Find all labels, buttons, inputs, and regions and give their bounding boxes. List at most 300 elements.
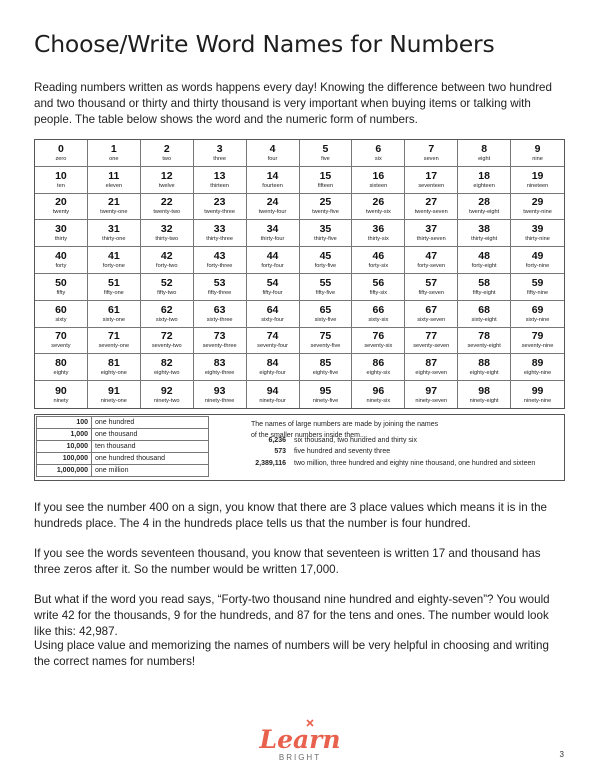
example-number: 6,236 — [268, 437, 286, 444]
cell-number: 58 — [478, 276, 490, 289]
number-cell — [511, 328, 564, 355]
page-title: Choose/Write Word Names for Numbers — [34, 30, 495, 58]
cell-number: 45 — [319, 250, 332, 263]
place-value-number: 1,000 — [37, 429, 92, 441]
number-cell — [194, 301, 247, 328]
cell-number: 27 — [425, 196, 438, 209]
number-cell — [88, 328, 141, 355]
cell-word: seventy-seven — [413, 343, 450, 350]
cell-number: 79 — [531, 330, 544, 343]
number-cell — [35, 274, 88, 301]
cell-word: thirty-five — [314, 236, 337, 243]
cell-word: sixty-six — [368, 316, 389, 323]
number-cell — [458, 354, 511, 381]
number-cell — [352, 274, 405, 301]
cell-word: sixty-one — [102, 316, 126, 323]
cell-number: 4 — [269, 142, 276, 155]
cell-number: 57 — [425, 276, 438, 289]
cell-word: seventy-five — [310, 343, 341, 350]
cell-word: eleven — [105, 182, 123, 189]
learn-bright-logo — [250, 716, 350, 764]
number-cell — [194, 328, 247, 355]
number-cell — [35, 194, 88, 221]
number-cell — [511, 354, 564, 381]
number-cell — [511, 167, 564, 194]
cell-word: thirty-one — [102, 236, 126, 243]
number-cell — [300, 301, 353, 328]
number-cell — [458, 220, 511, 247]
cell-word: ninety — [53, 397, 69, 404]
cell-number: 17 — [425, 169, 438, 182]
cell-word: twenty-eight — [469, 209, 500, 216]
page-number: 3 — [559, 750, 564, 759]
cell-number: 77 — [425, 330, 438, 343]
cell-word: seventeen — [418, 182, 445, 189]
place-value-word: ten thousand — [92, 441, 209, 453]
cell-word: thirteen — [210, 182, 229, 189]
cell-number: 9 — [534, 142, 541, 155]
cell-number: 85 — [319, 357, 332, 370]
cell-number: 53 — [213, 276, 226, 289]
paragraph-conclusion: Using place value and memorizing the names of numbers will be very helpful in choosing and writing the correct names for numbers! — [34, 639, 549, 668]
cell-word: sixteen — [369, 182, 388, 189]
cell-word: forty-seven — [417, 263, 446, 270]
number-cell — [300, 328, 353, 355]
number-cell — [194, 140, 247, 167]
number-cell — [405, 301, 458, 328]
cell-word: sixty — [55, 316, 67, 323]
cell-word: seventy-four — [257, 343, 288, 350]
cell-word: twelve — [158, 182, 175, 189]
cell-word: two — [162, 155, 172, 162]
cell-number: 43 — [213, 250, 226, 263]
number-cell — [35, 328, 88, 355]
number-cell — [352, 328, 405, 355]
cell-number: 96 — [372, 384, 385, 397]
cell-word: sixty-eight — [471, 316, 497, 323]
cell-number: 26 — [372, 196, 385, 209]
place-value-section — [34, 414, 565, 481]
cell-word: twenty-two — [153, 209, 181, 216]
cell-word: twenty — [52, 209, 70, 216]
cell-number: 62 — [160, 303, 173, 316]
cell-word: twenty-nine — [523, 209, 552, 216]
place-value-table — [36, 416, 209, 477]
cell-word: seventy-two — [151, 343, 182, 350]
cell-number: 35 — [319, 223, 332, 236]
cell-number: 6 — [375, 142, 382, 155]
cell-number: 99 — [531, 384, 544, 397]
number-cell — [300, 167, 353, 194]
cell-number: 68 — [478, 303, 490, 316]
cell-number: 95 — [319, 384, 332, 397]
cell-word: fifty-eight — [472, 289, 496, 296]
number-cell — [511, 220, 564, 247]
number-cell — [247, 194, 300, 221]
cell-word: twenty-five — [312, 209, 339, 216]
paragraph-forty-two-thousand: But what if the word you read says, “Forty-two thousand nine hundred and eighty-seven”? You would write 42 for the thousands, 9 for the hundreds, and 87 for the tens and ones. The number would look like this: 42,987. — [34, 593, 550, 638]
number-cell — [141, 354, 194, 381]
paragraph-hundreds: If you see the number 400 on a sign, you know that there are 3 place values which means it is in the hundreds place. The 4 in the hundreds place tells us that the number is four hundred. — [34, 501, 548, 530]
number-cell — [458, 140, 511, 167]
number-cell — [141, 247, 194, 274]
number-cell — [405, 247, 458, 274]
cell-number: 7 — [428, 142, 435, 155]
cell-word: ninety-five — [312, 397, 339, 404]
cell-word: forty-five — [314, 263, 337, 270]
cell-word: twenty-one — [100, 209, 128, 216]
number-cell — [194, 381, 247, 408]
cell-number: 50 — [55, 276, 67, 289]
cell-number: 20 — [55, 196, 67, 209]
cell-word: thirty-three — [206, 236, 233, 243]
number-cell — [194, 247, 247, 274]
number-cell — [352, 140, 405, 167]
cell-word: eighty-four — [259, 370, 286, 377]
cell-word: fifty-one — [103, 289, 124, 296]
place-value-number: 10,000 — [37, 441, 92, 453]
number-cell — [35, 247, 88, 274]
cell-word: fifty-five — [315, 289, 336, 296]
number-cell — [141, 328, 194, 355]
cell-number: 47 — [425, 250, 438, 263]
cell-number: 54 — [266, 276, 279, 289]
cell-number: 86 — [372, 357, 385, 370]
number-cell — [141, 274, 194, 301]
number-cell — [194, 220, 247, 247]
cell-word: eighty-seven — [415, 370, 448, 377]
cell-word: forty-one — [102, 263, 125, 270]
cell-number: 93 — [213, 384, 226, 397]
number-cell — [511, 247, 564, 274]
logo-subword: BRIGHT — [278, 753, 322, 762]
cell-number: 91 — [108, 384, 120, 397]
cell-number: 37 — [425, 223, 438, 236]
cell-word: forty-eight — [471, 263, 497, 270]
cell-number: 73 — [213, 330, 226, 343]
number-cell — [300, 381, 353, 408]
cell-number: 98 — [478, 384, 490, 397]
number-cell — [194, 167, 247, 194]
example-row — [247, 435, 417, 446]
cell-word: thirty-two — [155, 236, 179, 243]
paragraph-seventeen-thousand: If you see the words seventeen thousand, you know that seventeen is written 17 and thousand has three zeros after it. So the number would be written 17,000. — [34, 547, 541, 576]
number-cell — [141, 381, 194, 408]
cell-number: 92 — [160, 384, 173, 397]
cell-number: 42 — [160, 250, 173, 263]
cell-word: seven — [423, 155, 439, 162]
cell-number: 49 — [531, 250, 544, 263]
cell-word: twenty-four — [258, 209, 287, 216]
cell-number: 67 — [425, 303, 438, 316]
cell-word: nine — [532, 155, 543, 162]
example-row — [247, 458, 535, 469]
cell-word: eighty-six — [366, 370, 391, 377]
cell-word: fifty-six — [369, 289, 388, 296]
number-cell — [35, 167, 88, 194]
cell-number: 94 — [266, 384, 279, 397]
cell-number: 52 — [160, 276, 173, 289]
cell-number: 39 — [531, 223, 544, 236]
cell-number: 36 — [372, 223, 385, 236]
cell-number: 16 — [372, 169, 385, 182]
number-cell — [352, 301, 405, 328]
cell-word: sixty-three — [206, 316, 233, 323]
number-cell — [458, 247, 511, 274]
number-cell — [300, 220, 353, 247]
cell-word: forty-nine — [525, 263, 550, 270]
cell-number: 1 — [110, 142, 117, 155]
number-cell — [405, 167, 458, 194]
cell-number: 29 — [531, 196, 544, 209]
cell-word: zero — [55, 155, 67, 162]
cell-number: 34 — [266, 223, 279, 236]
number-cell — [88, 167, 141, 194]
number-cell — [300, 354, 353, 381]
cell-word: thirty — [54, 236, 67, 243]
number-cell — [352, 381, 405, 408]
number-cell — [300, 274, 353, 301]
cell-word: thirty-eight — [471, 236, 498, 243]
example-words: two million, three hundred and eighty nine thousand, one hundred and sixteen — [294, 460, 536, 467]
number-cell — [300, 140, 353, 167]
cell-number: 84 — [266, 357, 279, 370]
cell-number: 41 — [108, 250, 120, 263]
place-value-number: 100 — [37, 417, 92, 429]
cell-word: ninety-two — [153, 397, 180, 404]
cell-number: 81 — [108, 357, 120, 370]
number-cell — [405, 194, 458, 221]
cell-word: fourteen — [262, 182, 283, 189]
number-cell — [247, 167, 300, 194]
number-cell — [247, 328, 300, 355]
cell-word: forty-three — [206, 263, 233, 270]
place-value-number: 1,000,000 — [37, 465, 92, 477]
cell-number: 24 — [266, 196, 279, 209]
cell-word: seventy-three — [202, 343, 237, 350]
cell-number: 59 — [531, 276, 544, 289]
number-cell — [247, 220, 300, 247]
number-cell — [405, 381, 458, 408]
number-cell — [35, 301, 88, 328]
cell-number: 32 — [160, 223, 173, 236]
cell-word: eighty-five — [312, 370, 339, 377]
number-cell — [511, 194, 564, 221]
number-cell — [352, 194, 405, 221]
place-value-row — [37, 441, 209, 453]
cell-word: sixty-seven — [417, 316, 446, 323]
place-value-word: one hundred — [92, 417, 209, 429]
cell-word: thirty-seven — [416, 236, 446, 243]
cell-number: 30 — [55, 223, 67, 236]
number-cell — [458, 167, 511, 194]
example-words: five hundred and seventy three — [294, 448, 391, 455]
number-cell — [247, 354, 300, 381]
cell-number: 87 — [425, 357, 438, 370]
cell-word: eighty-eight — [469, 370, 499, 377]
cell-number: 38 — [478, 223, 490, 236]
cell-number: 82 — [160, 357, 173, 370]
cell-number: 51 — [108, 276, 120, 289]
number-cell — [405, 328, 458, 355]
cell-number: 89 — [531, 357, 544, 370]
cell-number: 46 — [372, 250, 385, 263]
cell-number: 23 — [213, 196, 226, 209]
cell-number: 64 — [266, 303, 279, 316]
cell-word: eighty-one — [100, 370, 127, 377]
cell-word: forty — [55, 263, 67, 270]
cell-number: 71 — [108, 330, 120, 343]
cell-word: thirty-six — [367, 236, 389, 243]
number-cell — [300, 247, 353, 274]
cell-number: 69 — [531, 303, 544, 316]
cell-word: seventy-nine — [521, 343, 554, 350]
cell-word: ninety-seven — [415, 397, 448, 404]
cell-word: eighteen — [473, 182, 495, 189]
cell-word: ten — [57, 182, 65, 189]
number-cell — [35, 220, 88, 247]
cell-word: ninety-one — [100, 397, 127, 404]
number-cell — [35, 140, 88, 167]
cell-number: 18 — [478, 169, 490, 182]
cell-number: 74 — [266, 330, 279, 343]
cell-number: 48 — [478, 250, 490, 263]
large-number-note: The names of large numbers are made by joining the names of the smaller numbers inside them.... — [251, 421, 439, 439]
cell-word: eight — [478, 155, 491, 162]
cell-number: 97 — [425, 384, 438, 397]
cell-word: eighty-nine — [523, 370, 552, 377]
cell-number: 76 — [372, 330, 385, 343]
number-cell — [247, 301, 300, 328]
cell-word: eighty-three — [204, 370, 235, 377]
cell-word: ninety-three — [204, 397, 235, 404]
cell-number: 21 — [108, 196, 120, 209]
number-cell — [511, 301, 564, 328]
cell-word: seventy-one — [98, 343, 130, 350]
cell-number: 3 — [216, 142, 223, 155]
cell-number: 56 — [372, 276, 385, 289]
cell-word: fifty — [56, 289, 66, 296]
cell-number: 70 — [55, 330, 67, 343]
number-cell — [511, 381, 564, 408]
example-number: 573 — [274, 448, 286, 455]
place-value-number: 100,000 — [37, 453, 92, 465]
cell-word: seventy-eight — [467, 343, 501, 350]
cell-word: ninety-nine — [523, 397, 552, 404]
cell-number: 22 — [160, 196, 173, 209]
number-cell — [247, 140, 300, 167]
cell-number: 25 — [319, 196, 332, 209]
cell-number: 65 — [319, 303, 332, 316]
cell-word: fifty-three — [207, 289, 232, 296]
place-value-row — [37, 453, 209, 465]
cell-word: twenty-six — [365, 209, 391, 216]
number-cell — [88, 140, 141, 167]
cell-word: seventy — [51, 343, 71, 350]
cell-number: 28 — [478, 196, 490, 209]
cell-word: forty-two — [156, 263, 178, 270]
number-cell — [88, 247, 141, 274]
number-cell — [194, 194, 247, 221]
place-value-word: one million — [92, 465, 209, 477]
cell-word: thirty-four — [260, 236, 285, 243]
number-cell — [141, 140, 194, 167]
number-cell — [141, 301, 194, 328]
example-row — [247, 446, 390, 457]
cell-number: 72 — [160, 330, 173, 343]
cell-number: 40 — [55, 250, 67, 263]
number-cell — [405, 220, 458, 247]
cell-number: 13 — [213, 169, 226, 182]
cell-word: seventy-six — [364, 343, 393, 350]
intro-paragraph: Reading numbers written as words happens every day! Knowing the difference between two hundred and two thousand or thirty and thirty thousand is very important when buying items or talking with people. The table below shows the word and the numeric form of numbers. — [34, 81, 552, 126]
number-cell — [194, 274, 247, 301]
cell-number: 80 — [55, 357, 67, 370]
cell-number: 14 — [266, 169, 279, 182]
place-value-row — [37, 417, 209, 429]
cell-number: 83 — [213, 357, 226, 370]
number-cell — [352, 354, 405, 381]
number-cell — [141, 167, 194, 194]
cell-number: 75 — [319, 330, 332, 343]
cell-number: 55 — [319, 276, 332, 289]
cell-number: 31 — [108, 223, 120, 236]
cell-number: 90 — [55, 384, 67, 397]
number-cell — [88, 220, 141, 247]
cell-word: eighty-two — [153, 370, 180, 377]
number-cell — [88, 381, 141, 408]
cell-word: twenty-three — [204, 209, 236, 216]
cell-number: 60 — [55, 303, 67, 316]
cell-word: fifty-two — [157, 289, 177, 296]
cell-word: three — [213, 155, 227, 162]
number-cell — [300, 194, 353, 221]
cell-word: one — [109, 155, 119, 162]
example-number: 2,389,116 — [255, 460, 286, 467]
place-value-word: one thousand — [92, 429, 209, 441]
number-cell — [88, 301, 141, 328]
number-cell — [352, 247, 405, 274]
cell-word: ninety-four — [259, 397, 286, 404]
number-cell — [247, 381, 300, 408]
number-names-table — [34, 139, 565, 409]
place-value-row — [37, 465, 209, 477]
number-cell — [458, 274, 511, 301]
cell-word: twenty-seven — [414, 209, 448, 216]
number-cell — [458, 381, 511, 408]
cell-word: nineteen — [526, 182, 549, 189]
logo-word: Learn — [259, 725, 341, 754]
cell-word: forty-four — [261, 263, 284, 270]
cell-word: thirty-nine — [525, 236, 550, 243]
example-words: six thousand, two hundred and thirty six — [294, 437, 417, 444]
cell-number: 78 — [478, 330, 490, 343]
place-value-row — [37, 429, 209, 441]
cell-number: 10 — [55, 169, 67, 182]
cell-word: forty-six — [368, 263, 389, 270]
number-cell — [247, 274, 300, 301]
cell-number: 12 — [160, 169, 173, 182]
cell-number: 88 — [478, 357, 490, 370]
cell-word: sixty-five — [314, 316, 337, 323]
cell-number: 63 — [213, 303, 226, 316]
cell-word: eighty — [53, 370, 69, 377]
cell-word: sixty-four — [261, 316, 284, 323]
number-cell — [352, 167, 405, 194]
cell-word: fifty-seven — [418, 289, 444, 296]
number-cell — [141, 220, 194, 247]
number-cell — [194, 354, 247, 381]
